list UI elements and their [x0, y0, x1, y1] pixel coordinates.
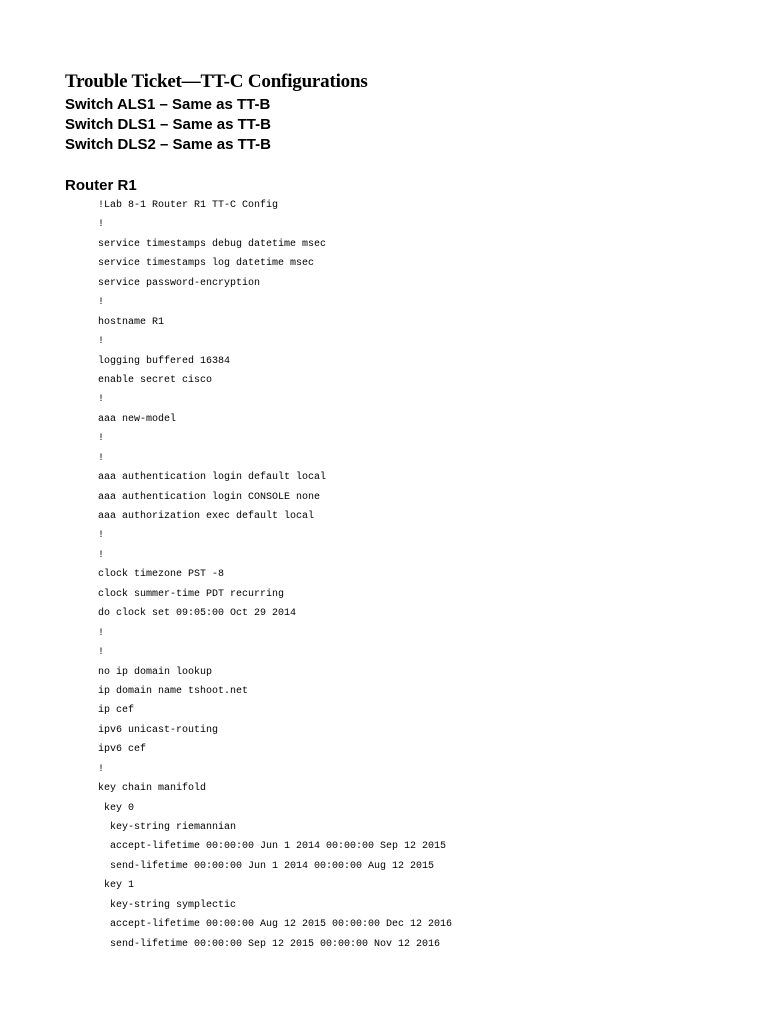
- config-listing: [98, 196, 452, 954]
- config-line: ip cef: [98, 705, 135, 717]
- subheading-dls1: Switch DLS1 – Same as TT-B: [65, 116, 271, 133]
- config-line: !: [98, 297, 105, 309]
- config-line: !: [98, 219, 105, 231]
- config-line: service timestamps log datetime msec: [98, 258, 315, 270]
- config-line: ipv6 cef: [98, 744, 147, 756]
- subheading-dls2: Switch DLS2 – Same as TT-B: [65, 136, 271, 153]
- config-line: !: [98, 336, 105, 348]
- config-line: !: [98, 763, 105, 775]
- document-title: Trouble Ticket—TT-C Configurations: [65, 71, 368, 92]
- config-line: !: [98, 394, 105, 406]
- config-line: enable secret cisco: [98, 374, 213, 386]
- config-line: clock summer-time PDT recurring: [98, 588, 285, 600]
- config-line: aaa authorization exec default local: [98, 511, 315, 522]
- config-line: !: [98, 647, 105, 659]
- config-line: ipv6 unicast-routing: [98, 724, 219, 736]
- router-heading: Router R1: [65, 177, 137, 194]
- config-line: service password-encryption: [98, 277, 261, 289]
- config-line: !: [98, 452, 105, 464]
- config-line: send-lifetime 00:00:00 Jun 1 2014 00:00:00 Aug 12 2015: [98, 860, 435, 872]
- config-line: !: [98, 627, 105, 639]
- config-line: accept-lifetime 00:00:00 Aug 12 2015 00:00:00 Dec 12 2016: [98, 919, 453, 931]
- config-line: !: [98, 549, 105, 561]
- config-line: service timestamps debug datetime msec: [98, 238, 327, 250]
- config-line: key chain manifold: [98, 783, 207, 795]
- config-line: logging buffered 16384: [98, 355, 231, 367]
- config-line: clock timezone PST -8: [98, 569, 225, 581]
- config-line: aaa authentication login default local: [98, 472, 327, 484]
- config-line: aaa new-model: [98, 413, 177, 425]
- subheading-als1: Switch ALS1 – Same as TT-B: [65, 96, 271, 113]
- config-line: !: [98, 433, 105, 445]
- config-line: key-string symplectic: [98, 899, 237, 911]
- config-line: ip domain name tshoot.net: [98, 685, 249, 697]
- config-line: key 0: [98, 802, 135, 814]
- config-line: key-string riemannian: [98, 822, 237, 833]
- config-line: accept-lifetime 00:00:00 Jun 1 2014 00:00:00 Sep 12 2015: [98, 841, 447, 853]
- config-line: !: [98, 530, 105, 542]
- config-line: hostname R1: [98, 316, 165, 328]
- config-line: do clock set 09:05:00 Oct 29 2014: [98, 608, 297, 620]
- config-line: no ip domain lookup: [98, 666, 213, 678]
- config-line: send-lifetime 00:00:00 Sep 12 2015 00:00:00 Nov 12 2016: [98, 938, 441, 950]
- config-line: key 1: [98, 880, 135, 892]
- config-line: aaa authentication login CONSOLE none: [98, 491, 321, 503]
- config-line: !Lab 8-1 Router R1 TT-C Config: [98, 200, 279, 211]
